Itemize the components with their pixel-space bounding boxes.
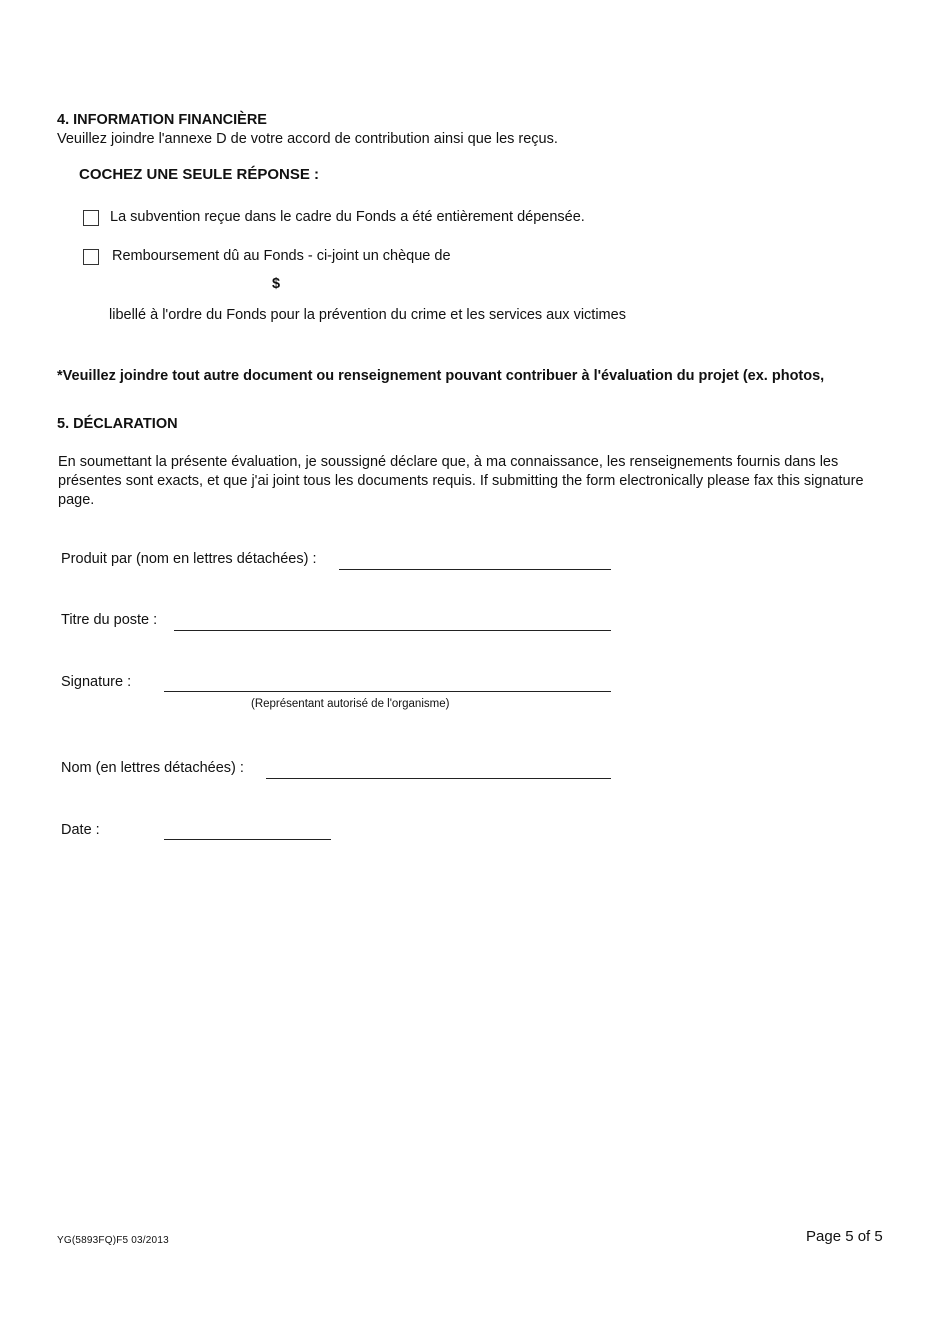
- position-title-line: [174, 630, 611, 631]
- declaration-statement: En soumettant la présente évaluation, je soussigné déclare que, à ma connaissance, les renseignements fournis dans les présentes sont exacts, et que j'ai joint tous les documents requis. If submitting the form electronically please fax this signature page.: [58, 454, 864, 508]
- option1-checkbox[interactable]: [83, 210, 99, 226]
- choose-one-instruction: COCHEZ UNE SEULE RÉPONSE :: [79, 166, 320, 183]
- section4-title: 4. INFORMATION FINANCIÈRE: [57, 112, 267, 128]
- option2-checkbox[interactable]: [83, 249, 99, 265]
- position-title-label: Titre du poste :: [61, 612, 158, 628]
- signature-label: Signature :: [61, 674, 132, 690]
- date-input[interactable]: [164, 820, 331, 838]
- option2-label: Remboursement dû au Fonds - ci-joint un chèque de: [112, 248, 451, 264]
- section4-intro: Veuillez joindre l'annexe D de votre accord de contribution ainsi que les reçus.: [57, 131, 558, 147]
- signature-input[interactable]: [164, 672, 611, 690]
- name-label: Nom (en lettres détachées) :: [61, 760, 244, 776]
- form-code: YG(5893FQ)F5 03/2013: [57, 1235, 169, 1246]
- section5-title: 5. DÉCLARATION: [57, 416, 178, 432]
- name-line: [266, 778, 611, 779]
- signature-caption: (Représentant autorisé de l'organisme): [251, 698, 450, 710]
- currency-symbol: $: [272, 276, 281, 292]
- produced-by-label: Produit par (nom en lettres détachées) :: [61, 551, 317, 567]
- option1-label: La subvention reçue dans le cadre du Fonds a été entièrement dépensée.: [110, 209, 585, 225]
- position-title-input[interactable]: [174, 611, 611, 629]
- attach-note: *Veuillez joindre tout autre document ou renseignement pouvant contribuer à l'évaluation du projet (ex. photos,: [57, 368, 825, 384]
- date-line: [164, 839, 331, 840]
- name-input[interactable]: [266, 759, 611, 777]
- date-label: Date :: [61, 822, 100, 838]
- produced-by-line: [339, 569, 611, 570]
- signature-line: [164, 691, 611, 692]
- page-number: Page 5 of 5: [806, 1228, 883, 1245]
- payable-to-text: libellé à l'ordre du Fonds pour la prévention du crime et les services aux victimes: [109, 307, 626, 323]
- produced-by-input[interactable]: [339, 550, 611, 568]
